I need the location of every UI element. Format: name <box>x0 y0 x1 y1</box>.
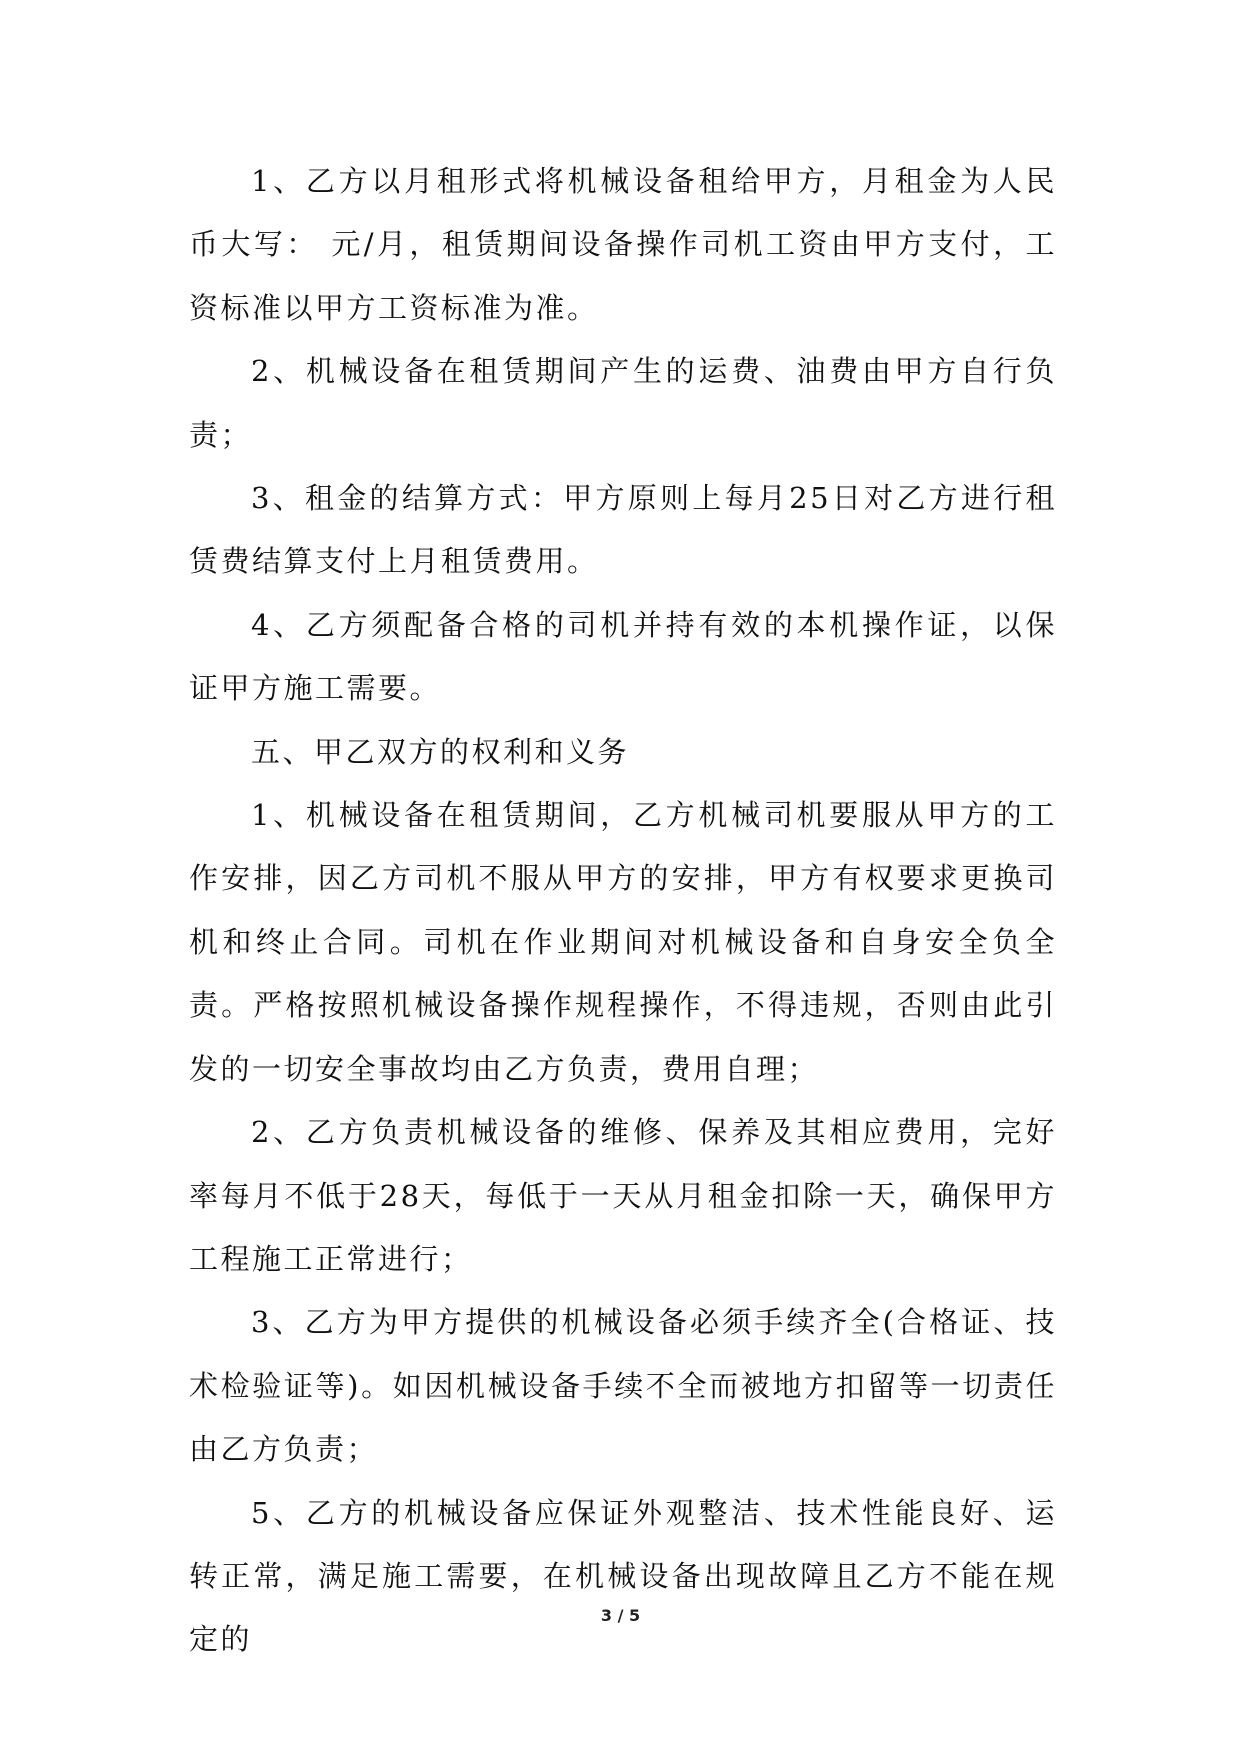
paragraph-driver-obey: 1、机械设备在租赁期间，乙方机械司机要服从甲方的工作安排，因乙方司机不服从甲方的安排，甲方有权要求更换司机和终止合同。司机在作业期间对机械设备和自身安全负全责。严格按照机械设备操作规程操作，不得违规，否则由此引发的一切安全事故均由乙方负责，费用自理； <box>189 798 1057 1086</box>
paragraph-settlement: 3、租金的结算方式：甲方原则上每月25日对乙方进行租赁费结算支付上月租赁费用。 <box>189 481 1057 579</box>
paragraph-rent-terms: 1、乙方以月租形式将机械设备租给甲方，月租金为人民币大写： 元/月，租赁期间设备操作司机工资由甲方支付，工资标准以甲方工资标准为准。 <box>189 164 1057 325</box>
paragraph-documents: 3、乙方为甲方提供的机械设备必须手续齐全(合格证、技术检验证等)。如因机械设备手续不全而被地方扣留等一切责任由乙方负责； <box>189 1305 1057 1467</box>
paragraph-maintenance: 2、乙方负责机械设备的维修、保养及其相应费用，完好率每月不低于28天，每低于一天从月租金扣除一天，确保甲方工程施工正常进行； <box>189 1115 1057 1276</box>
section-heading-rights-obligations: 五、甲乙双方的权利和义务 <box>251 734 630 769</box>
document-body <box>189 150 1057 1672</box>
page-number: 3 / 5 <box>600 1606 641 1625</box>
paragraph-transport-fuel: 2、机械设备在租赁期间产生的运费、油费由甲方自行负责； <box>189 354 1057 452</box>
paragraph-equipment-condition: 5、乙方的机械设备应保证外观整洁、技术性能良好、运转正常，满足施工需要，在机械设备出现故障且乙方不能在规定的 <box>189 1495 1057 1657</box>
paragraph-driver-license: 4、乙方须配备合格的司机并持有效的本机操作证，以保证甲方施工需要。 <box>189 607 1057 706</box>
